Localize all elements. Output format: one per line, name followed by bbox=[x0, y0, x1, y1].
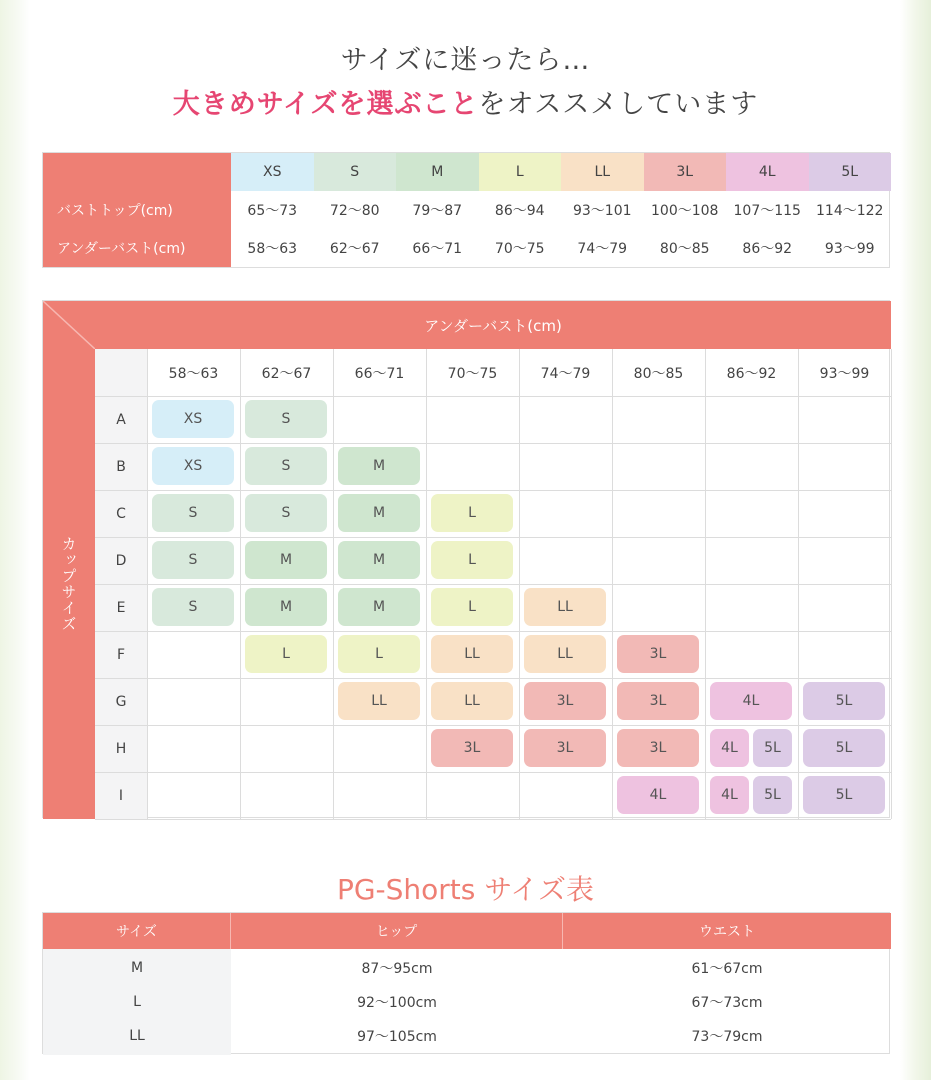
size-pill-s: S bbox=[152, 494, 234, 532]
shorts-row bbox=[43, 985, 891, 1019]
size-pill-l: L bbox=[431, 588, 513, 626]
size-pill-4l: 4L bbox=[710, 682, 792, 720]
under-bust-value: 74〜79 bbox=[577, 241, 628, 257]
shorts-size-table bbox=[42, 912, 890, 1054]
bust-top-value: 107〜115 bbox=[733, 203, 801, 219]
grid-column-header: 80〜85 bbox=[633, 365, 684, 382]
size-pill-ll: LL bbox=[431, 635, 513, 673]
shorts-header-size: サイズ bbox=[43, 913, 231, 949]
size-header-4l: 4L bbox=[726, 153, 809, 191]
heading-line1: サイズに迷ったら… bbox=[340, 45, 591, 76]
bust-top-value: 86〜94 bbox=[494, 203, 545, 219]
bust-top-label: バストトップ(cm) bbox=[43, 191, 231, 229]
grid-line-horizontal bbox=[95, 725, 891, 726]
shorts-waist: 61〜67cm bbox=[691, 961, 763, 977]
under-bust-value: 70〜75 bbox=[494, 241, 545, 257]
shorts-hip: 92〜100cm bbox=[357, 995, 437, 1011]
size-pill-5l: 5L bbox=[803, 682, 885, 720]
size-header-m: M bbox=[396, 153, 479, 191]
size-pill-5l: 5L bbox=[753, 729, 792, 767]
grid-line-horizontal bbox=[95, 678, 891, 679]
under-bust-row bbox=[43, 229, 891, 267]
shorts-header-row bbox=[43, 913, 891, 949]
size-pill-m: M bbox=[338, 588, 420, 626]
size-pill-3l: 3L bbox=[524, 729, 606, 767]
shorts-size: L bbox=[133, 994, 141, 1010]
heading-highlight: 大きめサイズを選ぶこと bbox=[172, 89, 479, 120]
grid-column-header: 74〜79 bbox=[540, 365, 591, 382]
size-pill-4l: 4L bbox=[710, 776, 749, 814]
bust-top-value: 79〜87 bbox=[412, 203, 463, 219]
size-pill-m: M bbox=[338, 494, 420, 532]
cup-label-g: G bbox=[115, 693, 127, 710]
size-pill-s: S bbox=[152, 588, 234, 626]
bust-top-value: 72〜80 bbox=[329, 203, 380, 219]
size-pill-l: L bbox=[245, 635, 327, 673]
grid-line-horizontal bbox=[95, 396, 891, 397]
under-bust-value: 66〜71 bbox=[412, 241, 463, 257]
size-pill-5l: 5L bbox=[803, 776, 885, 814]
size-pill-l: L bbox=[338, 635, 420, 673]
size-pill-m: M bbox=[245, 588, 327, 626]
grid-column-header: 86〜92 bbox=[726, 365, 777, 382]
heading-rest: をオススメしています bbox=[478, 89, 759, 120]
size-pill-ll: LL bbox=[524, 635, 606, 673]
shorts-size: M bbox=[130, 960, 144, 976]
grid-line-horizontal bbox=[95, 819, 891, 820]
grid-line-horizontal bbox=[95, 490, 891, 491]
cup-label-h: H bbox=[115, 740, 127, 757]
size-pill-xs: XS bbox=[152, 447, 234, 485]
grid-line-vertical bbox=[891, 349, 892, 819]
heading-line2 bbox=[0, 82, 931, 121]
grid-top-label: アンダーバスト(cm) bbox=[424, 316, 562, 335]
size-pill-xs: XS bbox=[152, 400, 234, 438]
cup-size-grid bbox=[42, 300, 890, 818]
size-pill-3l: 3L bbox=[617, 682, 699, 720]
cup-label-c: C bbox=[116, 505, 126, 522]
grid-column-header: 66〜71 bbox=[354, 365, 405, 382]
size-pill-3l: 3L bbox=[431, 729, 513, 767]
under-bust-label: アンダーバスト(cm) bbox=[43, 229, 231, 267]
shorts-header-waist: ウエスト bbox=[699, 924, 755, 940]
size-pill-m: M bbox=[245, 541, 327, 579]
shorts-hip: 97〜105cm bbox=[357, 1029, 437, 1045]
bust-top-value: 114〜122 bbox=[816, 203, 884, 219]
shorts-waist: 73〜79cm bbox=[691, 1029, 763, 1045]
shorts-size: LL bbox=[129, 1028, 145, 1044]
cup-label-e: E bbox=[116, 599, 126, 616]
size-pill-l: L bbox=[431, 494, 513, 532]
grid-side-label: カップサイズ bbox=[59, 536, 78, 632]
size-header-l: L bbox=[479, 153, 562, 191]
cup-label-d: D bbox=[115, 552, 127, 569]
under-bust-value: 80〜85 bbox=[659, 241, 710, 257]
shorts-hip: 87〜95cm bbox=[361, 961, 433, 977]
grid-line-horizontal bbox=[95, 584, 891, 585]
size-header-s: S bbox=[314, 153, 397, 191]
shorts-header-hip: ヒップ bbox=[231, 913, 563, 949]
size-pill-5l: 5L bbox=[803, 729, 885, 767]
bust-size-table bbox=[42, 152, 890, 268]
bust-top-value: 65〜73 bbox=[247, 203, 298, 219]
bust-top-row bbox=[43, 191, 891, 229]
bust-top-value: 93〜101 bbox=[572, 203, 632, 219]
size-pill-m: M bbox=[338, 447, 420, 485]
size-pill-4l: 4L bbox=[710, 729, 749, 767]
size-header-corner bbox=[43, 153, 231, 191]
size-pill-3l: 3L bbox=[617, 635, 699, 673]
cup-label-f: F bbox=[116, 646, 126, 663]
size-pill-s: S bbox=[152, 541, 234, 579]
size-header-3l: 3L bbox=[644, 153, 727, 191]
size-pill-ll: LL bbox=[338, 682, 420, 720]
cup-label-a: A bbox=[116, 411, 126, 428]
under-bust-value: 86〜92 bbox=[742, 241, 793, 257]
size-pill-s: S bbox=[245, 400, 327, 438]
shorts-row bbox=[43, 951, 891, 985]
grid-column-header: 70〜75 bbox=[447, 365, 498, 382]
under-bust-value: 93〜99 bbox=[824, 241, 875, 257]
grid-line-horizontal bbox=[95, 772, 891, 773]
under-bust-value: 62〜67 bbox=[329, 241, 380, 257]
size-pill-m: M bbox=[338, 541, 420, 579]
size-pill-5l: 5L bbox=[753, 776, 792, 814]
cup-label-i: I bbox=[118, 787, 124, 804]
size-pill-3l: 3L bbox=[524, 682, 606, 720]
shorts-title: PG-Shorts サイズ表 bbox=[336, 873, 595, 906]
size-pill-s: S bbox=[245, 494, 327, 532]
size-header-row bbox=[43, 153, 891, 191]
shorts-row bbox=[43, 1019, 891, 1053]
size-pill-3l: 3L bbox=[617, 729, 699, 767]
under-bust-value: 58〜63 bbox=[247, 241, 298, 257]
grid-line-horizontal bbox=[95, 537, 891, 538]
size-header-xs: XS bbox=[231, 153, 314, 191]
grid-column-header: 58〜63 bbox=[168, 365, 219, 382]
size-header-ll: LL bbox=[561, 153, 644, 191]
shorts-waist: 67〜73cm bbox=[691, 995, 763, 1011]
grid-column-header: 93〜99 bbox=[819, 365, 870, 382]
bust-top-value: 100〜108 bbox=[651, 203, 719, 219]
size-header-5l: 5L bbox=[809, 153, 892, 191]
size-pill-s: S bbox=[245, 447, 327, 485]
grid-column-header: 62〜67 bbox=[261, 365, 312, 382]
cup-label-b: B bbox=[116, 458, 126, 475]
grid-line-horizontal bbox=[95, 631, 891, 632]
size-pill-l: L bbox=[431, 541, 513, 579]
size-pill-ll: LL bbox=[431, 682, 513, 720]
grid-line-horizontal bbox=[95, 443, 891, 444]
grid-corner-diagonal bbox=[43, 301, 95, 349]
size-pill-4l: 4L bbox=[617, 776, 699, 814]
size-pill-ll: LL bbox=[524, 588, 606, 626]
